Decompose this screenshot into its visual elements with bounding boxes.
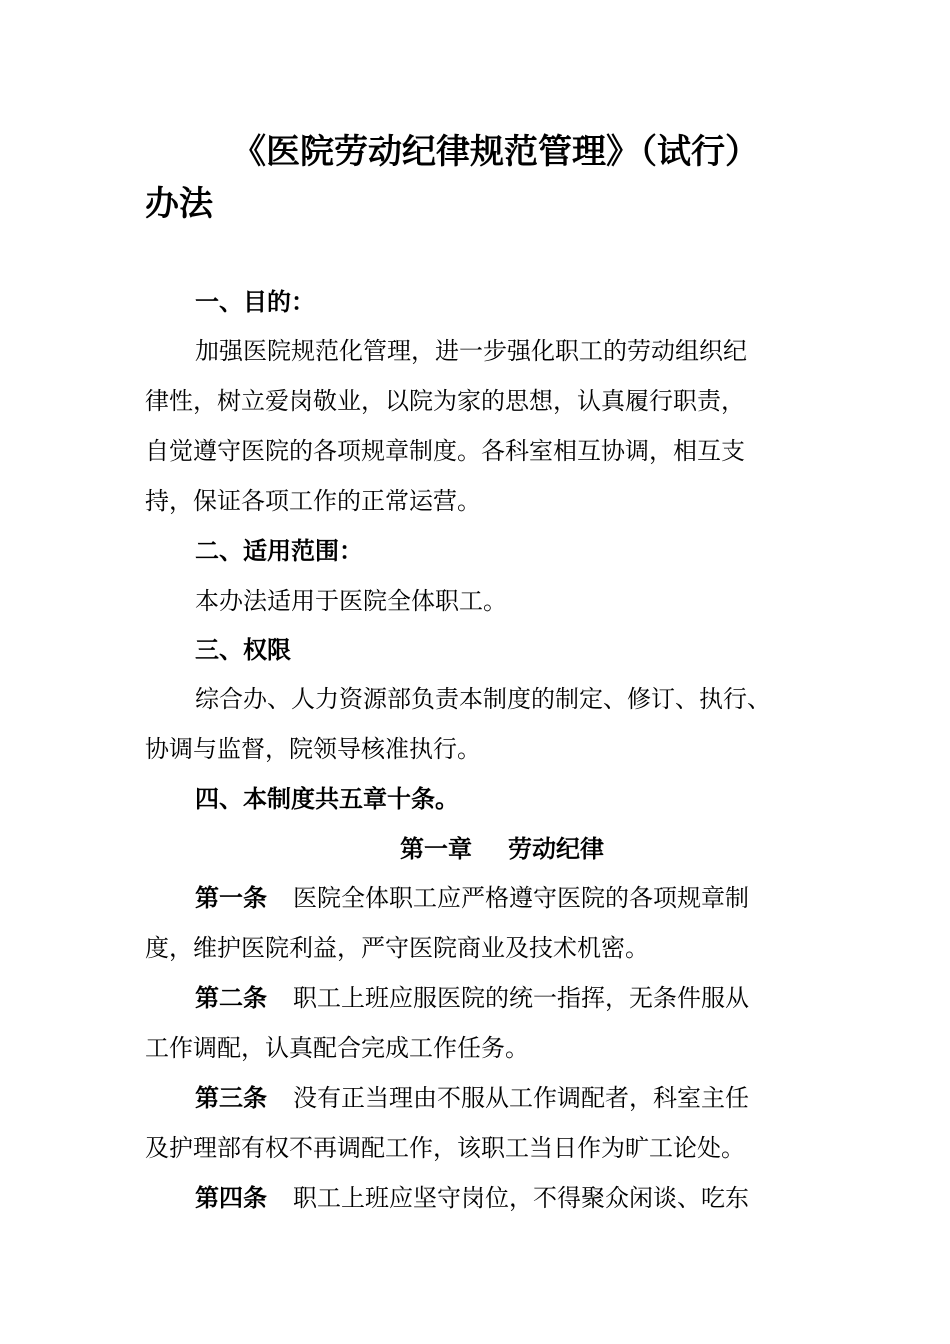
article-label: 第三条 xyxy=(195,1083,267,1112)
paragraph-line: 律性，树立爱岗敬业，以院为家的思想，认真履行职责， xyxy=(145,387,745,415)
article-text: 职工上班应服医院的统一指挥，无条件服从 xyxy=(293,984,749,1012)
paragraph-line: 持，保证各项工作的正常运营。 xyxy=(145,487,481,515)
section-heading-purpose: 一、目的： xyxy=(195,287,315,316)
article-text: 没有正当理由不服从工作调配者，科室主任 xyxy=(293,1084,749,1112)
section-heading-scope: 二、适用范围： xyxy=(195,536,363,565)
article-line xyxy=(195,1082,749,1114)
document-title-line-1: 《医院劳动纪律规范管理》（试行） xyxy=(232,132,759,172)
section-heading-structure: 四、本制度共五章十条。 xyxy=(195,784,459,813)
article-text: 医院全体职工应严格遵守医院的各项规章制 xyxy=(293,884,749,912)
paragraph-line: 本办法适用于医院全体职工。 xyxy=(195,587,507,615)
paragraph-line: 自觉遵守医院的各项规章制度。各科室相互协调，相互支 xyxy=(145,437,745,465)
article-line xyxy=(195,982,749,1014)
article-line: 工作调配，认真配合完成工作任务。 xyxy=(145,1034,529,1062)
paragraph-line: 综合办、人力资源部负责本制度的制定、修订、执行、 xyxy=(195,685,771,713)
paragraph-line: 加强医院规范化管理，进一步强化职工的劳动组织纪 xyxy=(195,337,747,365)
article-line xyxy=(195,882,749,914)
article-text: 职工上班应坚守岗位，不得聚众闲谈、吃东 xyxy=(293,1184,749,1212)
chapter-name: 劳动纪律 xyxy=(508,834,604,863)
article-label: 第四条 xyxy=(195,1183,267,1212)
article-label: 第一条 xyxy=(195,883,267,912)
article-line xyxy=(195,1182,749,1214)
section-heading-authority: 三、权限 xyxy=(195,635,291,664)
chapter-heading xyxy=(400,833,604,865)
chapter-number: 第一章 xyxy=(400,834,472,863)
article-line: 度，维护医院利益，严守医院商业及技术机密。 xyxy=(145,934,649,962)
document-title-line-2: 办法 xyxy=(145,184,213,224)
article-line: 及护理部有权不再调配工作，该职工当日作为旷工论处。 xyxy=(145,1134,745,1162)
article-label: 第二条 xyxy=(195,983,267,1012)
paragraph-line: 协调与监督，院领导核准执行。 xyxy=(145,735,481,763)
